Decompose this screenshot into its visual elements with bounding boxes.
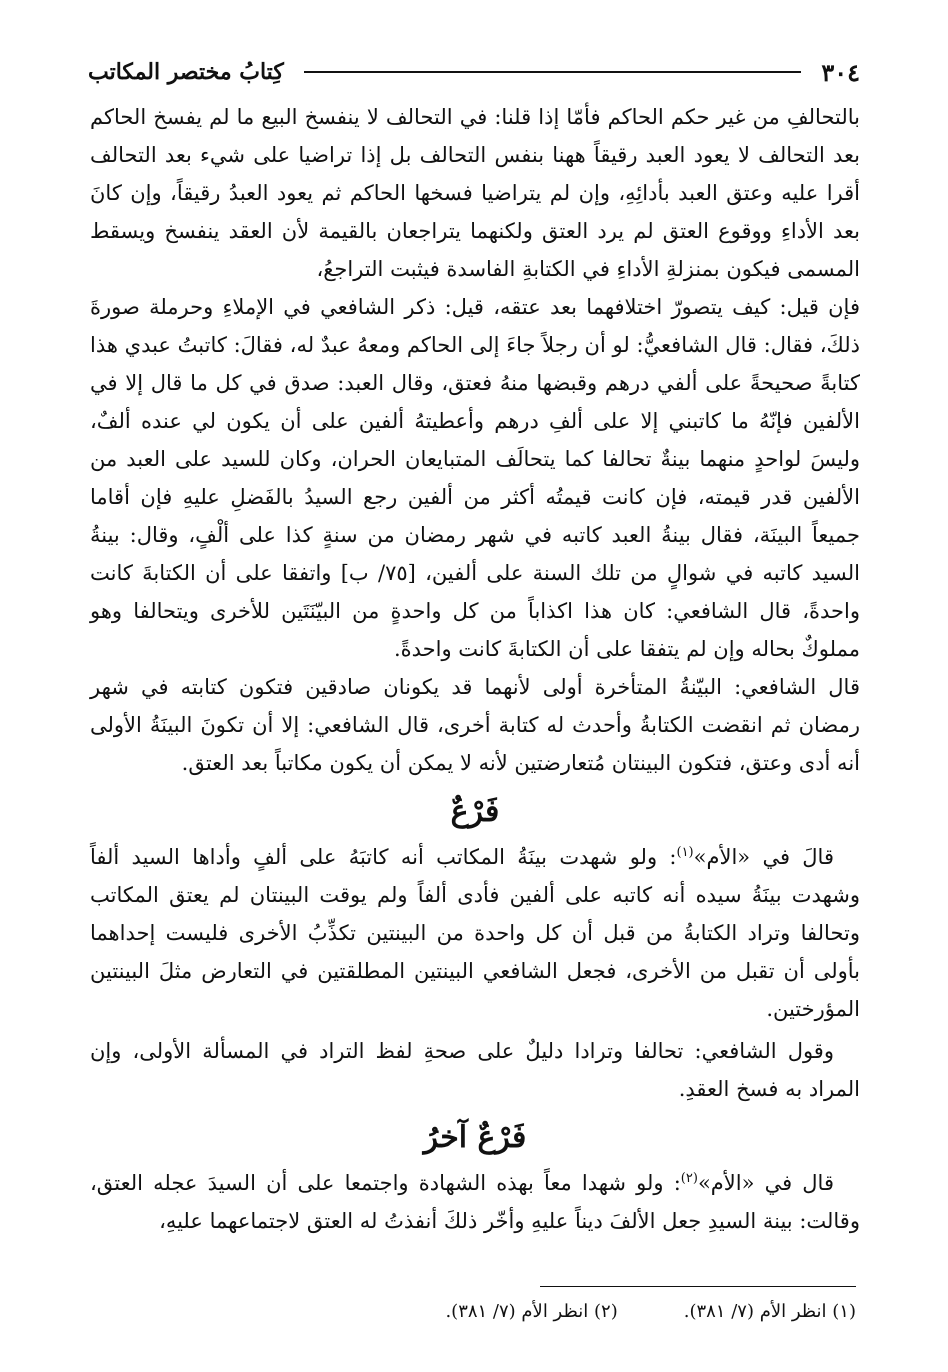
paragraph: فإن قيل: كيف يتصورّ اختلافهما بعد عتقه، قيل: ذكر الشافعي في الإملاءِ وحرملة صورةَ ذلكَ، فقال: قال الشافعيُّ: لو أن رجلاً جاءَ إلى الحاكم ومعهُ عبدٌ له، فقالَ: كاتبتُ عبدي هذا كتابةً صحيحةً على ألفي درهم وقبضها منهُ فعتق، وقال العبد: صدق في كل ما قال إلا في الألفين فإنّهُ ما كاتبني إلا على ألفِ درهم وأعطيتهُ ألفين على أن يكون لي عنده ألفٌ، وليسَ لواحدٍ منهما بينةٌ تحالفا كما يتحالَف المتبايعان الحران، وكان للسيد على العبد من الألفين قدر قيمته، فإن كانت قيمتُه أكثر من ألفين رجع السيدُ بالفَضلِ عليهِ فإن أقاما جميعاً البينَة، فقال بينةُ العبد كاتبه في شهر رمضان من سنةٍ كذا على ألْفٍ، وقال: بينةُ السيد كاتبه في شوالٍ من تلك السنة على ألفين، [٧٥/ ب] واتفقا على أن الكتابةَ كانت واحدةً، قال الشافعي: كان هذا اكذاباً من كل واحدةٍ من البيّنَتَين للأخرى ويتحالفا وهو مملوكٌ بحاله وإن لم يتفقا على أن الكتابةَ كانت واحدةً. xyxy=(90,295,861,661)
paragraph-text: قالَ في «الأم» xyxy=(693,845,834,869)
main-text xyxy=(90,98,860,1240)
footnotes xyxy=(256,1298,856,1330)
footnote-marker: (١) xyxy=(676,845,694,860)
footnote: (١) انظر الأم (٧/ ٣٨١). xyxy=(683,1301,856,1322)
section-heading: فَرْعٌ آخرُ xyxy=(423,1120,527,1155)
header-rule xyxy=(304,71,802,73)
paragraph xyxy=(90,838,860,1028)
footnote: (٢) انظر الأم (٧/ ٣٨١). xyxy=(445,1301,618,1322)
footnote-marker: (٢) xyxy=(680,1171,698,1186)
paragraph: قال الشافعي: البيّنةُ المتأخرة أولى لأنهما قد يكونان صادقين فتكون كتابته في شهر رمضان ثم انقضت الكتابةُ وأحدث له كتابة أخرى، قال الشافعي: إلا أن تكونَ البينَةُ الأولى أنه أدى وعتق، فتكون البينتان مُتعارضتين لأنه لا يمكن أن يكون مكاتباً بعد العتق. xyxy=(90,675,860,775)
footnote-separator xyxy=(540,1286,856,1287)
paragraph xyxy=(90,1164,860,1240)
paragraph-text: : ولو شهدا معاً بهذه الشهادة واجتمعا على أن السيدَ عجله العتق، وقالت: بينة السيدِ جعل الألفَ ديناً عليهِ وأخّر ذلكَ أنفذتُ له العتق لاجتماعهما عليهِ، xyxy=(90,1171,860,1233)
paragraph: بالتحالفِ من غير حكم الحاكم فأمّا إذا قلنا: في التحالف لا ينفسخ البيع ما لم يفسخ الحاكم بعد التحالف لا يعود العبد رقيقاً ههنا بنفس التحالف بل إذا تراضيا على شيء بعد التحالف أقرا عليه وعتق العبد بأدائِهِ، وإن لم يتراضيا فسخها الحاكم ثم يعود العبدُ رقيقاً، وإن كانَ بعد الأداءِ ووقوع العتق لم يرد العتق ولكنهما يتراجعان بالقيمة لأن العقد ينفسخ ويسقط المسمى فيكون بمنزلةِ الأداءِ في الكتابةِ الفاسدة فيثبت التراجعُ، xyxy=(90,105,860,281)
running-title: كِتابُ مختصر المكاتب xyxy=(88,59,284,85)
paragraph: وقول الشافعي: تحالفا وترادا دليلٌ على صحةِ لفظ التراد في المسألة الأولى، وإن المراد به فسخ العقدِ. xyxy=(90,1039,860,1101)
page-header xyxy=(88,52,860,92)
paragraph-text: : ولو شهدت بينَةُ المكاتب أنه كاتبَهُ على ألفٍ وأداها السيد ألفاً وشهدت بينَةُ سيده أنه كاتبه على ألفين فأدى ألفاً ولم يوقت البينتان لم يعتق المكاتب وتحالفا وتراد الكتابةُ من قبل أن كل واحدة من البينتين تكذِّبُ الأخرى فليست إحداهما بأولى أن تقبل من الأخرى، فجعل الشافعي البينتين المطلقتين في التعارض مثلَ البينتين المؤرختين. xyxy=(90,845,860,1021)
paragraph-text: قال في «الأم» xyxy=(697,1171,834,1195)
section-heading: فَرْعٌ xyxy=(450,794,500,829)
page-number: ٣٠٤ xyxy=(821,57,860,87)
